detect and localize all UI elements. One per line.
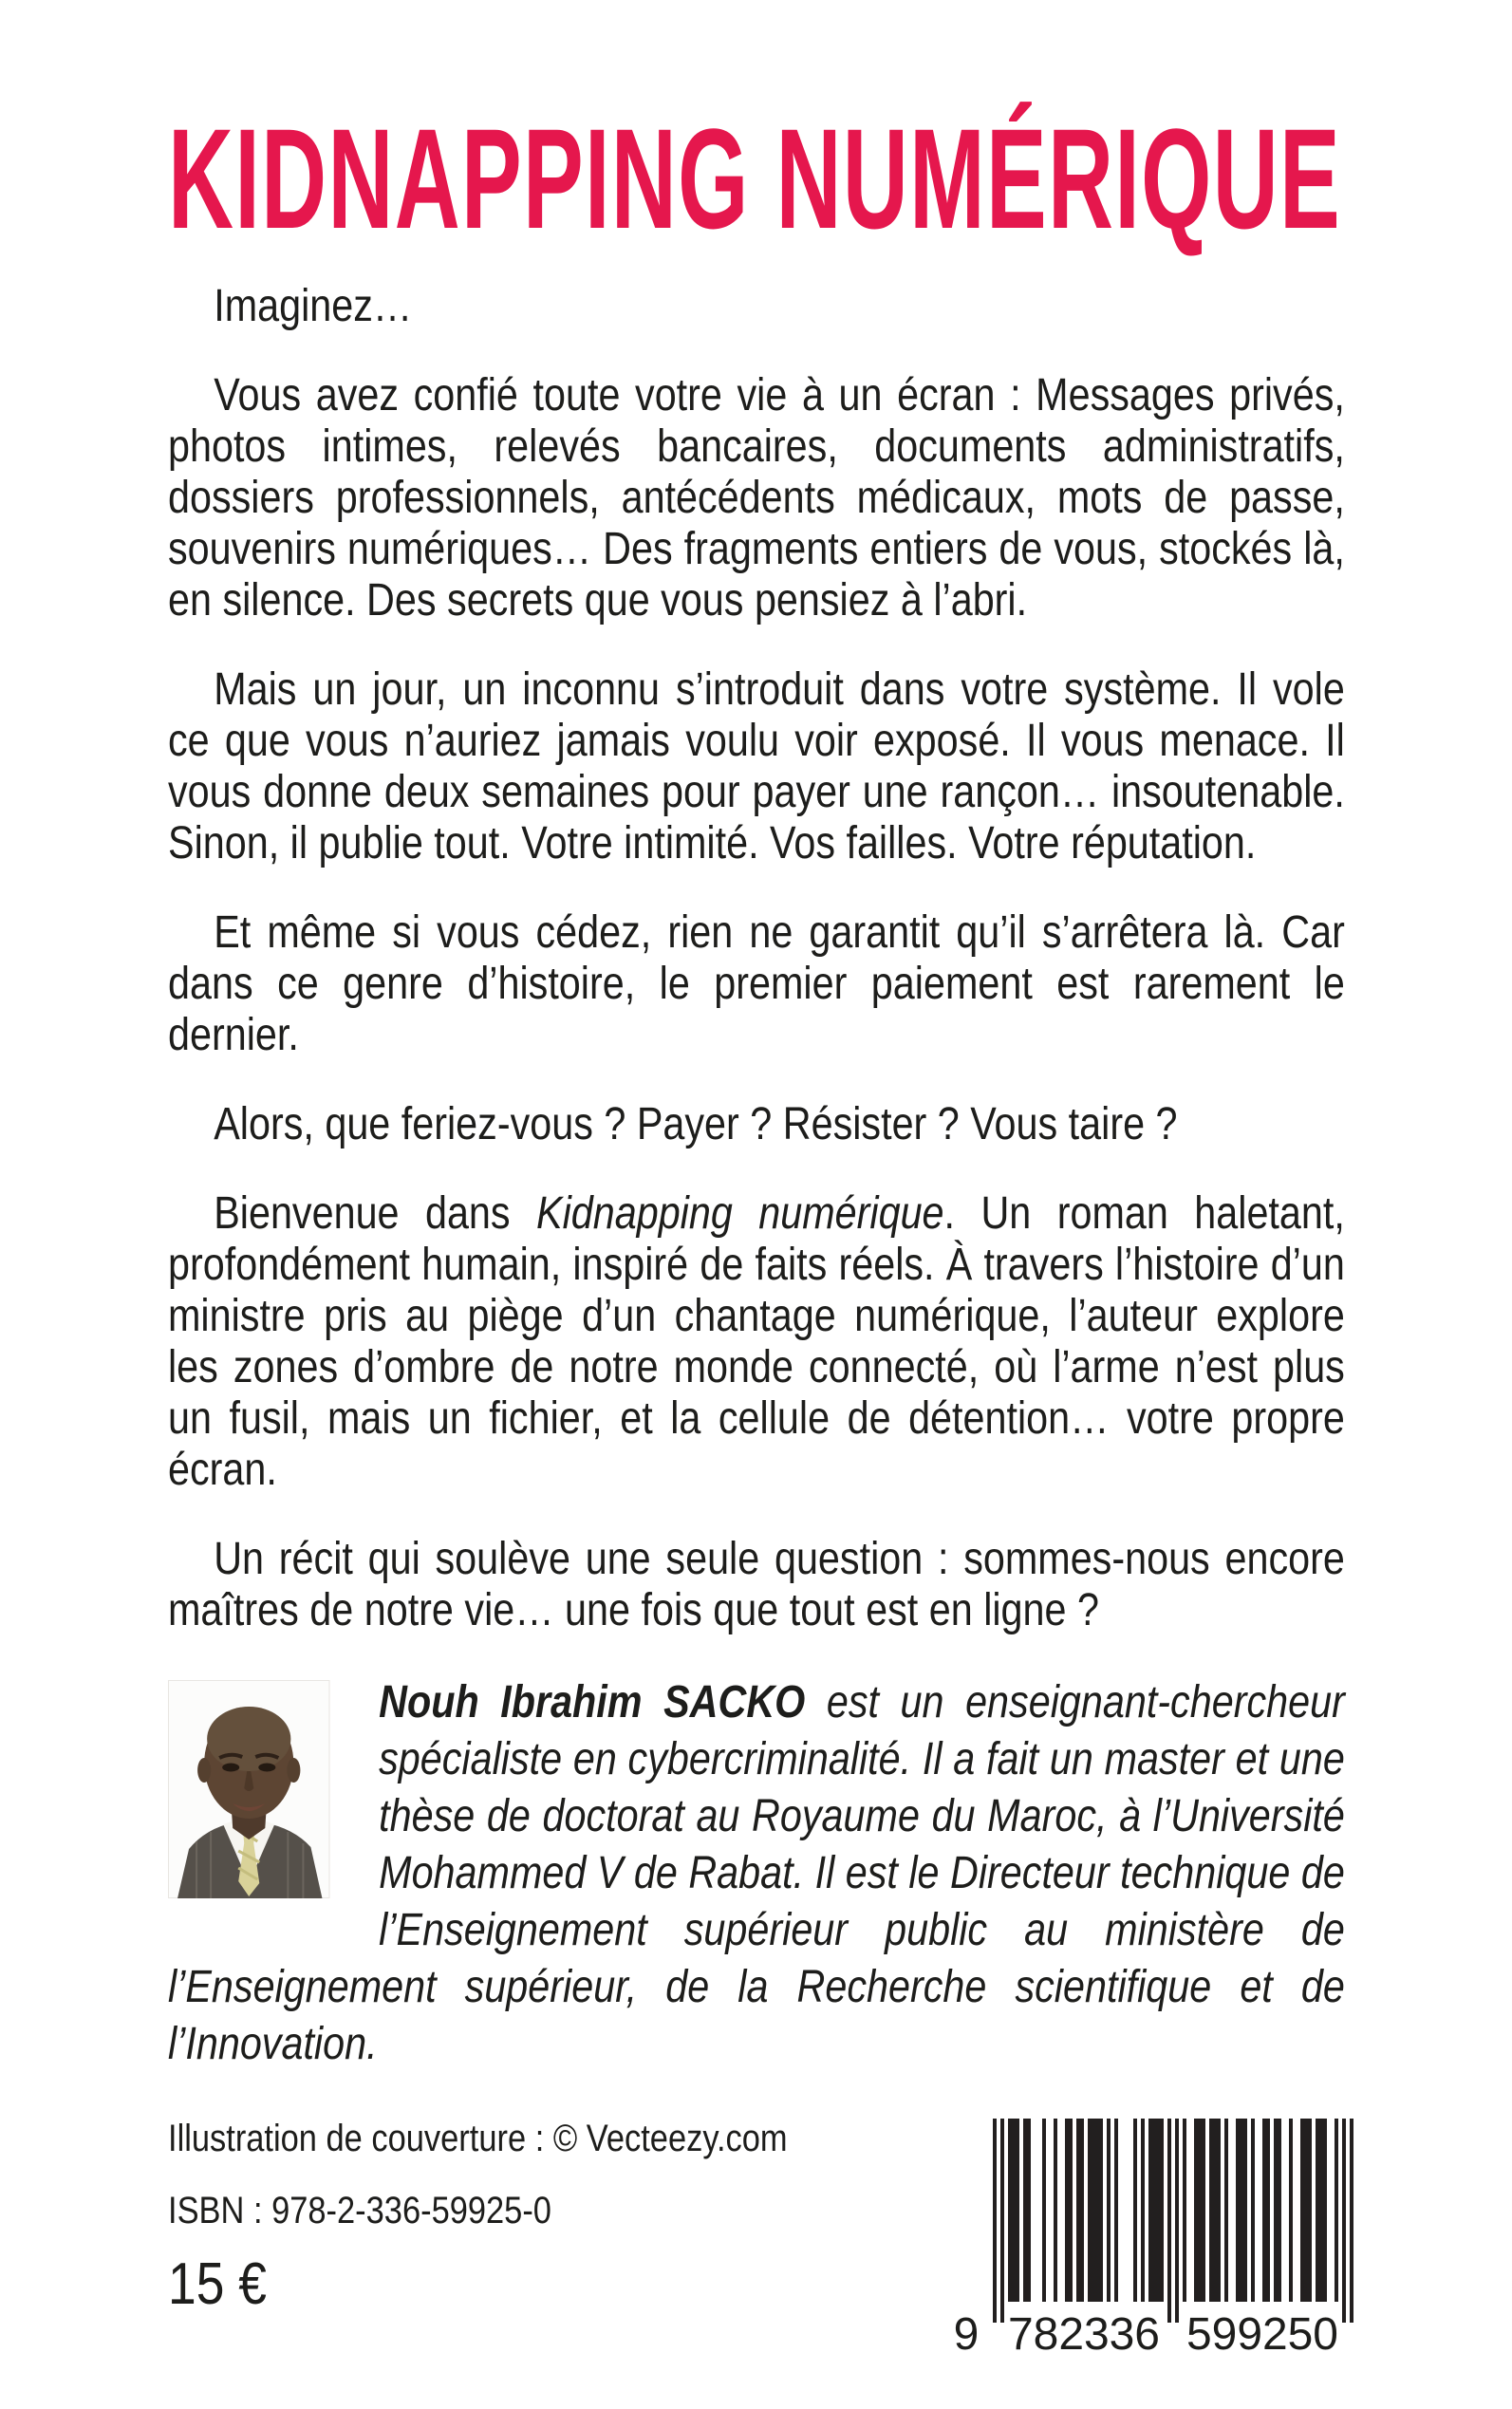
synopsis-paragraph-2: Mais un jour, un inconnu s’introduit dans votre système. Il vole ce que vous n’auriez jamais voulu voir exposé. Il vous menace. Il vous donne deux semaines pour payer une rançon… insoutenable. Sinon, il publie tout. Votre intimité. Vos failles. Votre réputation. [168,664,1345,868]
book-title-inline-italic: Kidnapping numérique [536,1188,944,1239]
book-title-block [168,99,1354,258]
synopsis-5-lead: Bienvenue dans [214,1188,537,1239]
author-bio [168,1674,1345,2073]
back-cover-text-column [168,281,1345,2316]
synopsis-paragraph-1: Vous avez confié toute votre vie à un écran : Messages privés, photos intimes, relevés bancaires, documents administratifs, dossiers professionnels, antécédents médicaux, mots de passe, souvenirs numériques… Des fragments entiers de vous, stockés là, en silence. Des secrets que vous pensiez à l’abri. [168,370,1345,626]
synopsis-paragraph-5 [168,1188,1345,1496]
barcode-digits-left: 782336 [1008,2309,1160,2354]
barcode-graphic [949,2115,1357,2354]
isbn-line: ISBN : 978-2-336-59925-0 [168,2190,551,2232]
cover-illustration-credit: Illustration de couverture : © Vecteezy.com [168,2118,788,2159]
synopsis-paragraph-6: Un récit qui soulève une seule question : sommes-nous encore maîtres de notre vie… une fois que tout est en ligne ? [168,1534,1345,1635]
price: 15 € [168,2251,267,2317]
synopsis-5-rest: . Un roman haletant, profondément humain, inspiré de faits réels. À travers l’histoire d’un ministre pris au piège d’un chantage numérique, l’auteur explore les zones d’ombre de notre monde connecté, où l’arme n’est plus un fusil, mais un fichier, et la cellule de détention… votre propre écran. [168,1188,1345,1495]
barcode-digits-right: 599250 [1186,2309,1338,2354]
ean13-barcode [949,2115,1357,2359]
author-name: Nouh Ibrahim SACKO [379,1677,806,1727]
synopsis-paragraph-3: Et même si vous cédez, rien ne garantit qu’il s’arrêtera là. Car dans ce genre d’histoire, le premier paiement est rarement le dernier. [168,907,1345,1060]
author-bio-text: est un enseignant-chercheur spécialiste en cybercriminalité. Il a fait un master et une thèse de doctorat au Royaume du Maroc, à l’Université Mohammed V de Rabat. Il est le Directeur technique de l’Enseignement supérieur public au ministère de l’Enseignement supérieur, de la Recherche scientifique et de l’Innovation. [168,1677,1345,2069]
intro-line: Imaginez… [214,281,413,331]
barcode-digit-lead: 9 [953,2309,980,2354]
synopsis-paragraph-4: Alors, que feriez-vous ? Payer ? Résister ? Vous taire ? [214,1099,1178,1149]
author-photo [168,1680,329,1898]
book-title: KIDNAPPING NUMÉRIQUE [168,99,1341,258]
